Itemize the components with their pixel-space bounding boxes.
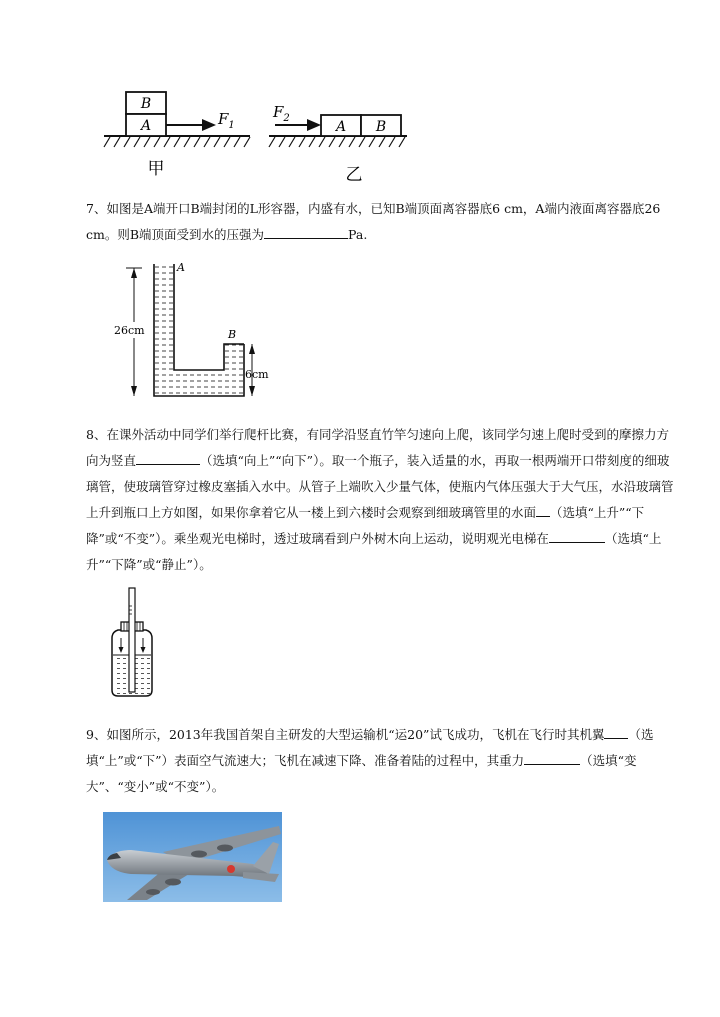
question-7-text: 7、如图是A端开口B端封闭的L形容器，内盛有水，已知B端顶面离容器底6 cm，A端内液面离容器底26 cm。则B端顶面受到水的压强为 — [86, 201, 661, 242]
block-a-label: A — [140, 118, 152, 134]
question-8-text-4: （选填“上升”“下降”或“静止”）。 — [86, 531, 662, 572]
figure-bottle — [104, 586, 160, 700]
question-8 — [86, 422, 676, 578]
answer-blank[interactable] — [536, 502, 550, 517]
question-9-text-3: （选填“变大”、“变小”或“不变”）。 — [86, 753, 637, 794]
force-f1-label: $F_1$ — [218, 110, 235, 131]
answer-blank[interactable] — [264, 224, 348, 239]
answer-blank[interactable] — [549, 528, 605, 543]
label-a: A — [177, 261, 185, 274]
block-a-label: A — [335, 119, 347, 135]
y20-airplane-photo — [103, 812, 282, 902]
figure-jia — [100, 88, 265, 183]
answer-blank[interactable] — [604, 724, 628, 739]
answer-blank[interactable] — [136, 450, 200, 465]
dim-26cm: 26cm — [114, 324, 145, 337]
force-f2-label: $F_2$ — [273, 103, 290, 124]
dim-6cm: 6cm — [245, 368, 269, 381]
question-9-text-1: 9、如图所示，2013年我国首架自主研发的大型运输机“运20”试飞成功，飞机在飞行时其机翼 — [86, 727, 605, 742]
caption-yi: 乙 — [345, 165, 363, 185]
question-8-text-1: 8、在课外活动中同学们举行爬杆比赛，有同学沿竖直竹竿匀速向上爬，该同学匀速上爬时受到的摩擦力方向为竖直 — [86, 427, 669, 468]
figure-l-container — [112, 258, 277, 403]
block-b-label: B — [140, 96, 152, 112]
question-7-unit: Pa. — [348, 227, 368, 242]
label-b: B — [228, 328, 237, 341]
answer-blank[interactable] — [524, 750, 580, 765]
question-9 — [86, 722, 676, 800]
figure-yi — [265, 100, 415, 185]
question-9-text-2: （选填“上”或“下”）表面空气流速大；飞机在减速下降、准备着陆的过程中，其重力 — [86, 727, 654, 768]
question-7 — [86, 196, 676, 248]
question-8-text-2: （选填“向上”“向下”）。取一个瓶子，装入适量的水，再取一根两端开口带刻度的细玻璃管，使玻璃管穿过橡皮塞插入水中。从管子上端吹入少量气体，使瓶内气体压强大于大气压，水沿玻璃管上升到瓶口上方如图，如果你拿着它从一楼上到六楼时会观察到细玻璃管里的水面 — [86, 453, 674, 520]
question-8-text-3: （选填“上升”“下降”或“不变”）。乘坐观光电梯时，透过玻璃看到户外树木向上运动，说明观光电梯在 — [86, 505, 645, 546]
block-b-label: B — [375, 119, 387, 135]
caption-jia: 甲 — [147, 159, 165, 179]
